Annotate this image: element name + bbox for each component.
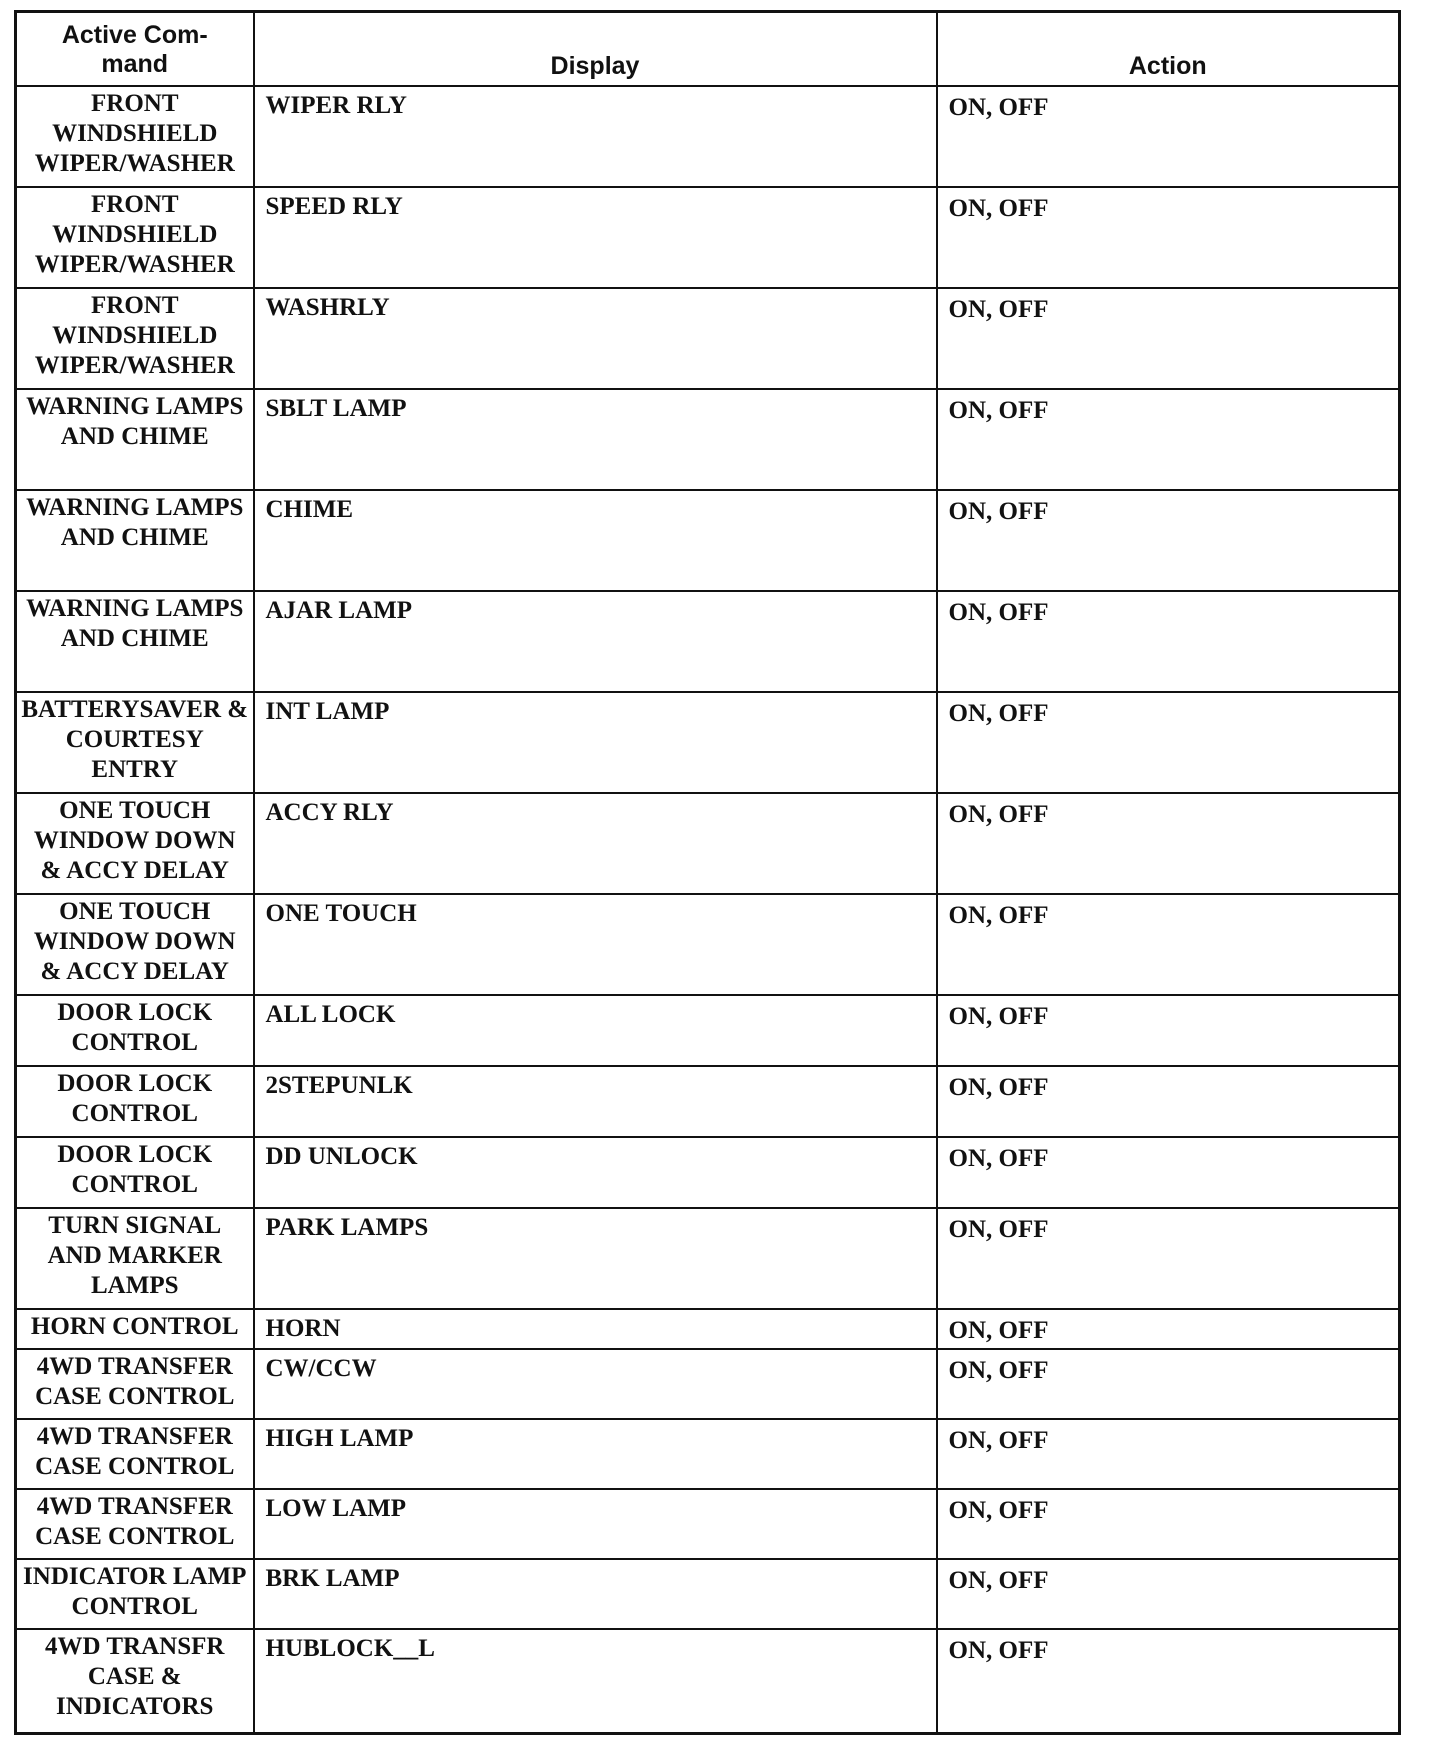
action-cell: ON, OFF bbox=[937, 490, 1400, 591]
action-cell: ON, OFF bbox=[937, 1137, 1400, 1208]
display-cell: SPEED RLY bbox=[254, 187, 937, 288]
display-cell: PARK LAMPS bbox=[254, 1208, 937, 1309]
command-cell: WARNING LAMPS AND CHIME bbox=[16, 490, 254, 591]
command-cell: 4WD TRANSFER CASE CONTROL bbox=[16, 1419, 254, 1489]
display-cell: 2STEPUNLK bbox=[254, 1066, 937, 1137]
table-row bbox=[16, 389, 1400, 490]
action-cell: ON, OFF bbox=[937, 793, 1400, 894]
action-cell: ON, OFF bbox=[937, 1349, 1400, 1419]
command-cell: DOOR LOCK CONTROL bbox=[16, 1137, 254, 1208]
action-cell: ON, OFF bbox=[937, 1489, 1400, 1559]
command-cell: FRONT WINDSHIELD WIPER/WASHER bbox=[16, 86, 254, 187]
command-cell: WARNING LAMPS AND CHIME bbox=[16, 389, 254, 490]
table-row bbox=[16, 793, 1400, 894]
command-cell: TURN SIGNAL AND MARKER LAMPS bbox=[16, 1208, 254, 1309]
action-cell: ON, OFF bbox=[937, 1208, 1400, 1309]
header-action bbox=[937, 12, 1400, 86]
display-cell: LOW LAMP bbox=[254, 1489, 937, 1559]
display-cell: AJAR LAMP bbox=[254, 591, 937, 692]
action-cell: ON, OFF bbox=[937, 1629, 1400, 1734]
command-cell: ONE TOUCH WINDOW DOWN & ACCY DELAY bbox=[16, 793, 254, 894]
active-command-table bbox=[14, 10, 1401, 1735]
display-cell: HUBLOCK__L bbox=[254, 1629, 937, 1734]
table-row bbox=[16, 894, 1400, 995]
action-cell: ON, OFF bbox=[937, 288, 1400, 389]
header-display bbox=[254, 12, 937, 86]
display-cell: HORN bbox=[254, 1309, 937, 1349]
table-row bbox=[16, 1349, 1400, 1419]
table-row bbox=[16, 995, 1400, 1066]
table-row bbox=[16, 591, 1400, 692]
table-row bbox=[16, 1137, 1400, 1208]
command-cell: WARNING LAMPS AND CHIME bbox=[16, 591, 254, 692]
header-active-command bbox=[16, 12, 254, 86]
display-cell: WIPER RLY bbox=[254, 86, 937, 187]
action-cell: ON, OFF bbox=[937, 591, 1400, 692]
command-cell: DOOR LOCK CONTROL bbox=[16, 995, 254, 1066]
table-row bbox=[16, 86, 1400, 187]
table-row bbox=[16, 1629, 1400, 1734]
command-cell: FRONT WINDSHIELD WIPER/WASHER bbox=[16, 288, 254, 389]
document-page bbox=[14, 10, 1398, 1732]
header-action-label: Action bbox=[1128, 51, 1207, 80]
command-cell: BATTERYSAVER & COURTESY ENTRY bbox=[16, 692, 254, 793]
action-cell: ON, OFF bbox=[937, 187, 1400, 288]
action-cell: ON, OFF bbox=[937, 894, 1400, 995]
action-cell: ON, OFF bbox=[937, 692, 1400, 793]
display-cell: WASHRLY bbox=[254, 288, 937, 389]
display-cell: SBLT LAMP bbox=[254, 389, 937, 490]
display-cell: DD UNLOCK bbox=[254, 1137, 937, 1208]
action-cell: ON, OFF bbox=[937, 1309, 1400, 1349]
command-cell: FRONT WINDSHIELD WIPER/WASHER bbox=[16, 187, 254, 288]
table-row bbox=[16, 1559, 1400, 1629]
header-display-label: Display bbox=[550, 51, 640, 80]
table-row bbox=[16, 490, 1400, 591]
action-cell: ON, OFF bbox=[937, 389, 1400, 490]
table-row bbox=[16, 1489, 1400, 1559]
table-row bbox=[16, 187, 1400, 288]
table-row bbox=[16, 1208, 1400, 1309]
action-cell: ON, OFF bbox=[937, 86, 1400, 187]
command-cell: ONE TOUCH WINDOW DOWN & ACCY DELAY bbox=[16, 894, 254, 995]
table-row bbox=[16, 1419, 1400, 1489]
action-cell: ON, OFF bbox=[937, 1419, 1400, 1489]
display-cell: ACCY RLY bbox=[254, 793, 937, 894]
display-cell: CHIME bbox=[254, 490, 937, 591]
display-cell: HIGH LAMP bbox=[254, 1419, 937, 1489]
table-header-row bbox=[16, 12, 1400, 86]
command-cell: HORN CONTROL bbox=[16, 1309, 254, 1349]
action-cell: ON, OFF bbox=[937, 995, 1400, 1066]
table-row bbox=[16, 288, 1400, 389]
display-cell: CW/CCW bbox=[254, 1349, 937, 1419]
header-active-command-label: Active Com- mand bbox=[61, 20, 208, 78]
display-cell: ONE TOUCH bbox=[254, 894, 937, 995]
command-cell: INDICATOR LAMP CONTROL bbox=[16, 1559, 254, 1629]
display-cell: INT LAMP bbox=[254, 692, 937, 793]
command-cell: 4WD TRANSFER CASE CONTROL bbox=[16, 1489, 254, 1559]
display-cell: BRK LAMP bbox=[254, 1559, 937, 1629]
table-row bbox=[16, 1066, 1400, 1137]
command-cell: 4WD TRANSFER CASE CONTROL bbox=[16, 1349, 254, 1419]
command-cell: DOOR LOCK CONTROL bbox=[16, 1066, 254, 1137]
display-cell: ALL LOCK bbox=[254, 995, 937, 1066]
action-cell: ON, OFF bbox=[937, 1559, 1400, 1629]
table-row bbox=[16, 692, 1400, 793]
command-cell: 4WD TRANSFR CASE & INDICATORS bbox=[16, 1629, 254, 1734]
action-cell: ON, OFF bbox=[937, 1066, 1400, 1137]
table-row bbox=[16, 1309, 1400, 1349]
